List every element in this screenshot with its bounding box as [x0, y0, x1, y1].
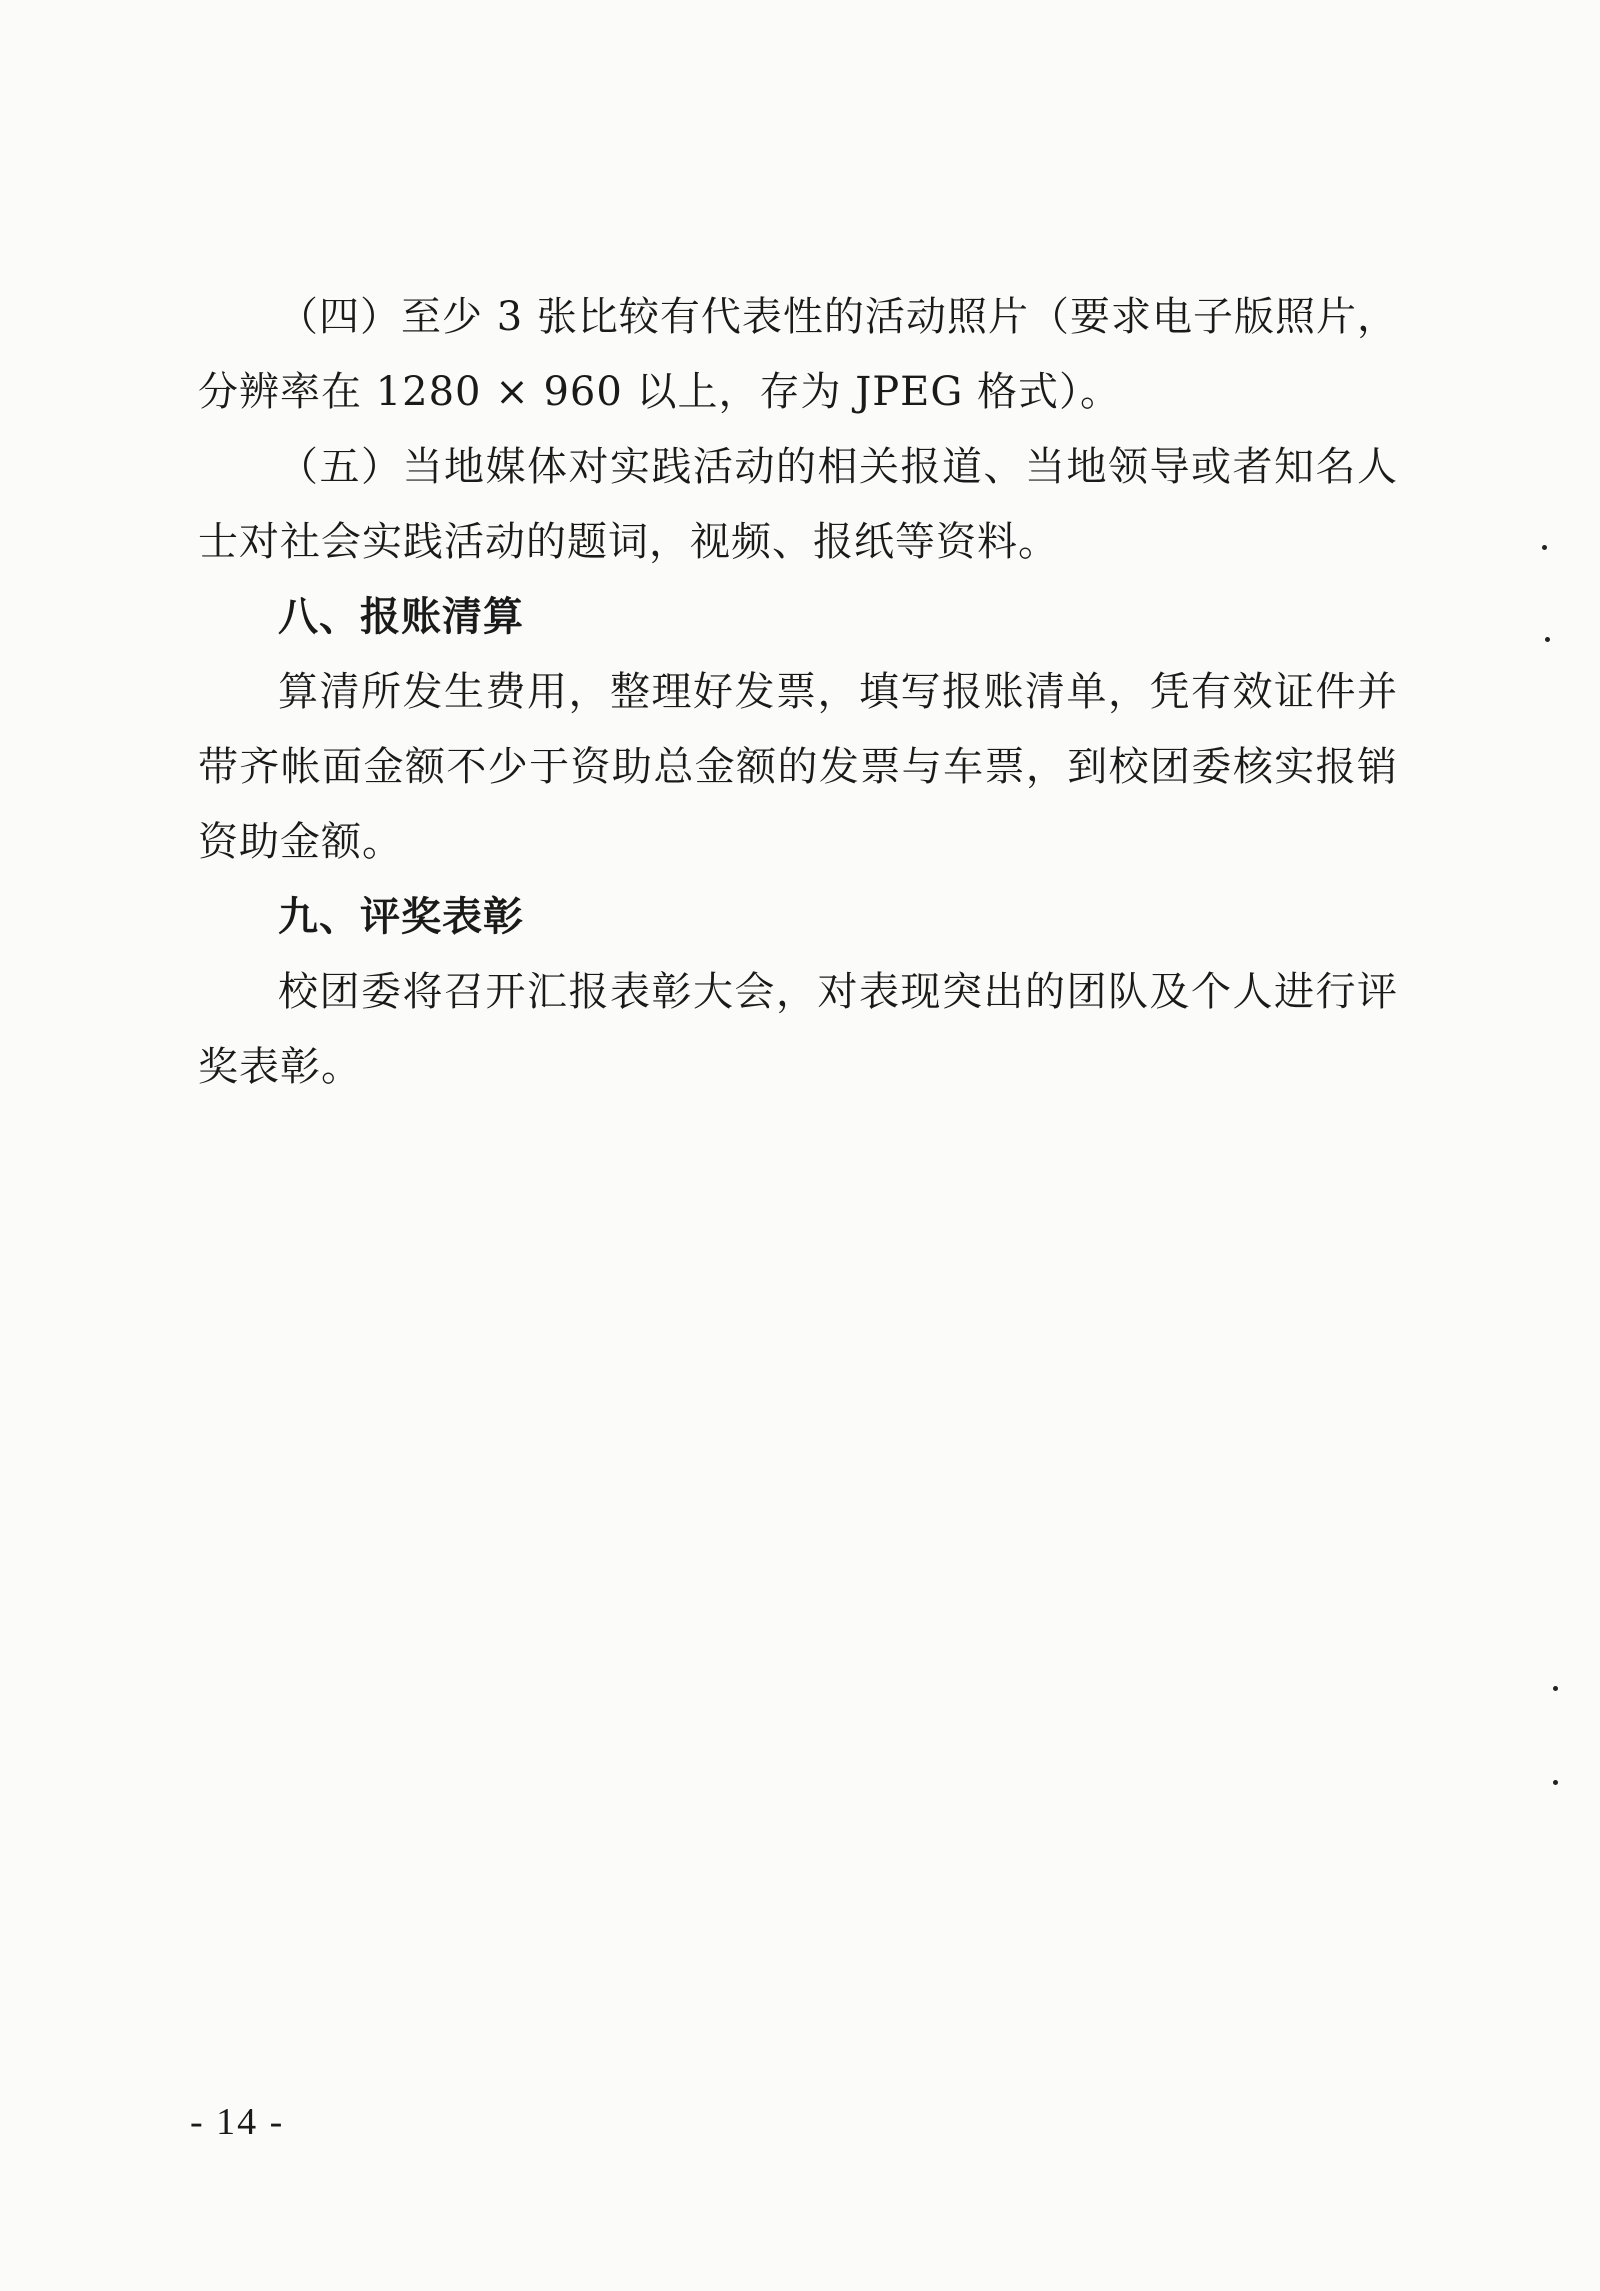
paragraph-photos: （四）至少 3 张比较有代表性的活动照片（要求电子版照片，分辨率在 1280 × 960 以上，存为 JPEG 格式）。 — [198, 294, 1398, 415]
section-heading-awards: 九、评奖表彰 — [278, 894, 524, 940]
paragraph-media: （五）当地媒体对实践活动的相关报道、当地领导或者知名人士对社会实践活动的题词，视频、报纸等资料。 — [198, 444, 1398, 565]
paragraph-reimbursement: 算清所发生费用，整理好发票，填写报账清单，凭有效证件并带齐帐面金额不少于资助总金额的发票与车票，到校团委核实报销资助金额。 — [198, 669, 1398, 865]
scan-speck — [1545, 637, 1550, 642]
scan-speck — [1553, 1686, 1558, 1691]
scan-speck — [1542, 545, 1547, 550]
section-heading-reimbursement: 八、报账清算 — [278, 594, 524, 640]
paragraph-awards: 校团委将召开汇报表彰大会，对表现突出的团队及个人进行评奖表彰。 — [198, 969, 1398, 1090]
document-body — [198, 280, 1398, 1105]
scan-speck — [1553, 1780, 1558, 1785]
page-number: - 14 - — [190, 2101, 285, 2143]
